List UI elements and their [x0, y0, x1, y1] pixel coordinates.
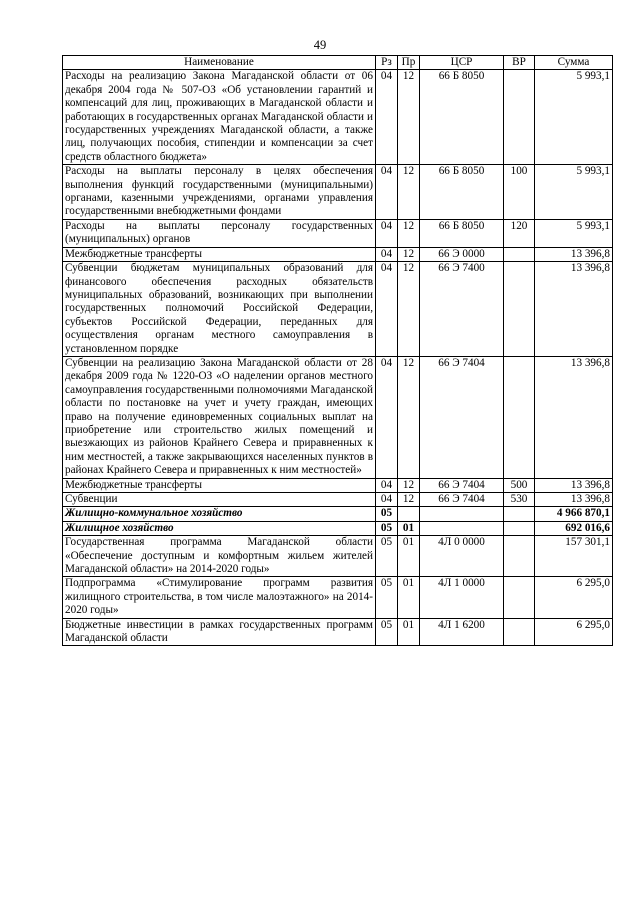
cell-name: Межбюджетные трансферты [63, 478, 376, 492]
table-row [63, 247, 613, 261]
cell-vr [504, 577, 535, 618]
cell-rz: 04 [376, 478, 398, 492]
header-sum: Сумма [535, 56, 613, 70]
cell-name: Субвенции на реализацию Закона Магаданской области от 28 декабря 2009 года № 1220-ОЗ «О наделении органов местного самоуправления государственными полномочиями Магаданской области по постановке на учет и учету граждан, имеющих право на получение единовременных социальных выплат на приобретение или строительство жилых помещений и выезжающих из районов Крайнего Севера и приравненных к ним местностей, а также закрывающихся населенных пунктов в районах Крайнего Севера и приравненных к ним местностей» [63, 356, 376, 478]
cell-pr: 12 [398, 70, 420, 165]
cell-vr [504, 521, 535, 535]
cell-vr [504, 247, 535, 261]
cell-sum: 13 396,8 [535, 356, 613, 478]
cell-rz: 04 [376, 70, 398, 165]
cell-rz: 04 [376, 247, 398, 261]
cell-vr: 100 [504, 165, 535, 220]
cell-sum: 13 396,8 [535, 493, 613, 507]
cell-rz: 04 [376, 262, 398, 357]
table-row [63, 507, 613, 521]
cell-csr: 66 Э 7404 [420, 356, 504, 478]
header-name: Наименование [63, 56, 376, 70]
cell-name: Государственная программа Магаданской области «Обеспечение доступным и комфортным жильем жителей Магаданской области» на 2014-2020 годы» [63, 536, 376, 577]
table-row [63, 478, 613, 492]
table-row [63, 70, 613, 165]
cell-vr [504, 262, 535, 357]
cell-pr: 12 [398, 247, 420, 261]
cell-csr: 66 Э 7404 [420, 493, 504, 507]
cell-sum: 13 396,8 [535, 262, 613, 357]
header-rz: Рз [376, 56, 398, 70]
cell-sum: 5 993,1 [535, 165, 613, 220]
cell-pr: 12 [398, 493, 420, 507]
cell-sum: 157 301,1 [535, 536, 613, 577]
table-row [63, 165, 613, 220]
page-number: 49 [313, 38, 327, 52]
header-pr: Пр [398, 56, 420, 70]
cell-pr: 12 [398, 165, 420, 220]
table-row [63, 493, 613, 507]
cell-csr: 66 Э 7404 [420, 478, 504, 492]
cell-csr: 66 Б 8050 [420, 165, 504, 220]
cell-pr [398, 507, 420, 521]
budget-table [62, 55, 613, 646]
cell-csr: 66 Б 8050 [420, 219, 504, 247]
table-row [63, 536, 613, 577]
cell-rz: 04 [376, 165, 398, 220]
cell-sum: 13 396,8 [535, 247, 613, 261]
cell-rz: 05 [376, 507, 398, 521]
table-row [63, 618, 613, 646]
table-row [63, 262, 613, 357]
cell-csr: 4Л 1 0000 [420, 577, 504, 618]
cell-rz: 05 [376, 536, 398, 577]
cell-vr [504, 618, 535, 646]
cell-pr: 01 [398, 618, 420, 646]
cell-sum: 4 966 870,1 [535, 507, 613, 521]
cell-pr: 01 [398, 536, 420, 577]
cell-rz: 04 [376, 493, 398, 507]
cell-pr: 12 [398, 356, 420, 478]
cell-name: Бюджетные инвестиции в рамках государственных программ Магаданской области [63, 618, 376, 646]
cell-sum: 6 295,0 [535, 577, 613, 618]
cell-pr: 12 [398, 262, 420, 357]
cell-vr [504, 536, 535, 577]
cell-rz: 04 [376, 356, 398, 478]
cell-name: Межбюджетные трансферты [63, 247, 376, 261]
cell-csr: 4Л 0 0000 [420, 536, 504, 577]
header-csr: ЦСР [420, 56, 504, 70]
cell-csr: 4Л 1 6200 [420, 618, 504, 646]
cell-sum: 6 295,0 [535, 618, 613, 646]
cell-sum: 13 396,8 [535, 478, 613, 492]
cell-rz: 04 [376, 219, 398, 247]
cell-sum: 5 993,1 [535, 70, 613, 165]
cell-vr: 530 [504, 493, 535, 507]
cell-name: Расходы на реализацию Закона Магаданской области от 06 декабря 2004 года № 507-ОЗ «Об установлении гарантий и компенсаций для лиц, проживающих в Магаданской области и работающих в государственных органах Магаданской области и государственных учреждениях Магаданской области, а также лиц, получающих пособия, стипендии и компенсации за счет средств областного бюджета» [63, 70, 376, 165]
cell-csr: 66 Э 7400 [420, 262, 504, 357]
cell-vr [504, 507, 535, 521]
cell-name: Подпрограмма «Стимулирование программ развития жилищного строительства, в том числе малоэтажного» на 2014-2020 годы» [63, 577, 376, 618]
cell-sum: 692 016,6 [535, 521, 613, 535]
cell-rz: 05 [376, 521, 398, 535]
table-row [63, 577, 613, 618]
cell-csr [420, 507, 504, 521]
cell-name: Расходы на выплаты персоналу в целях обеспечения выполнения функций государственными (муниципальными) органами, казенными учреждениями, органами управления государственными внебюджетными фондами [63, 165, 376, 220]
cell-name: Субвенции [63, 493, 376, 507]
cell-name: Жилищное хозяйство [63, 521, 376, 535]
cell-vr: 120 [504, 219, 535, 247]
cell-csr [420, 521, 504, 535]
cell-rz: 05 [376, 577, 398, 618]
cell-csr: 66 Э 0000 [420, 247, 504, 261]
cell-pr: 12 [398, 478, 420, 492]
cell-vr: 500 [504, 478, 535, 492]
table-header-row [63, 56, 613, 70]
cell-pr: 01 [398, 577, 420, 618]
table-row [63, 219, 613, 247]
cell-pr: 01 [398, 521, 420, 535]
cell-vr [504, 70, 535, 165]
cell-name: Субвенции бюджетам муниципальных образований для финансового обеспечения расходных обязательств муниципальных образований, возникающих при выполнении государственных полномочий Российской Федерации, субъектов Российской Федерации, переданных для осуществления органам местного самоуправления в установленном порядке [63, 262, 376, 357]
table-row [63, 356, 613, 478]
cell-sum: 5 993,1 [535, 219, 613, 247]
cell-pr: 12 [398, 219, 420, 247]
cell-name: Расходы на выплаты персоналу государственных (муниципальных) органов [63, 219, 376, 247]
cell-vr [504, 356, 535, 478]
table-row [63, 521, 613, 535]
cell-csr: 66 Б 8050 [420, 70, 504, 165]
cell-name: Жилищно-коммунальное хозяйство [63, 507, 376, 521]
cell-rz: 05 [376, 618, 398, 646]
header-vr: ВР [504, 56, 535, 70]
